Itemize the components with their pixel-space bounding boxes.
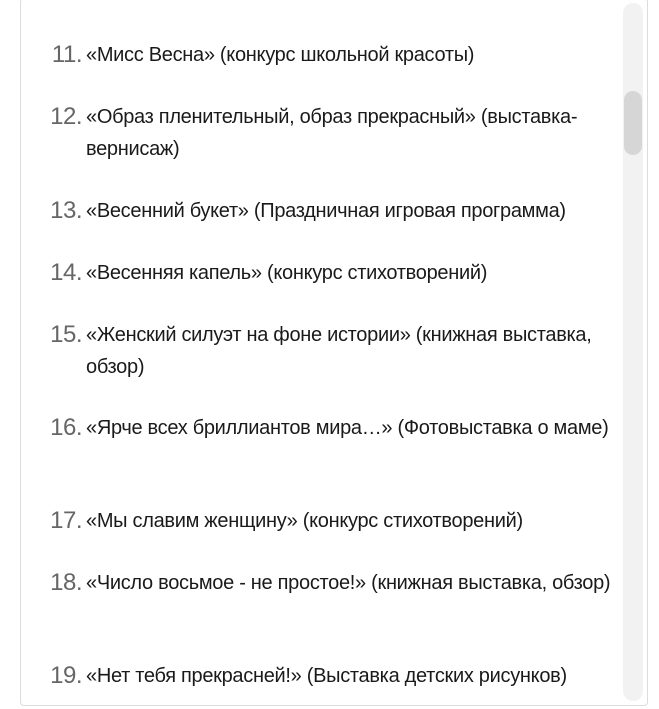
ordered-list <box>21 0 619 705</box>
list-item-number: 15. <box>50 321 82 348</box>
list-item-text: «Мы славим женщину» (конкурс стихотворений) <box>86 510 523 532</box>
list-item <box>21 505 619 537</box>
list-item-text: «Нет тебя прекрасней!» (Выставка детских рисунков) <box>86 665 567 687</box>
content-frame <box>20 0 648 706</box>
list-item <box>21 567 619 599</box>
list-item-number: 13. <box>50 197 82 224</box>
list-item-text: «Весенний букет» (Праздничная игровая программа) <box>86 200 566 222</box>
list-item <box>21 195 619 227</box>
list-item-text: «Образ пленительный, образ прекрасный» (выставка-вернисаж) <box>86 106 578 160</box>
list-item-text: «Число восьмое - не простое!» (книжная выставка, обзор) <box>86 572 611 594</box>
list-item-number: 17. <box>50 507 82 534</box>
list-item-text: «Ярче всех бриллиантов мира…» (Фотовыставка о маме) <box>86 417 609 439</box>
list-item-number: 12. <box>50 103 82 130</box>
list-item-number: 11. <box>51 41 82 68</box>
list-item-number: 14. <box>50 259 82 286</box>
list-item-text: «Женский силуэт на фоне истории» (книжная выставка, обзор) <box>86 324 592 378</box>
scrollbar-thumb[interactable] <box>624 91 642 155</box>
list-item <box>21 39 619 71</box>
list-item <box>21 660 619 692</box>
list-item <box>21 319 619 383</box>
list-item-text: «Мисс Весна» (конкурс школьной красоты) <box>86 44 475 66</box>
list-item-number: 18. <box>50 569 82 596</box>
list-item-number: 16. <box>50 414 82 441</box>
vertical-scrollbar[interactable] <box>623 3 643 701</box>
list-item-text: «Весенняя капель» (конкурс стихотворений) <box>86 262 488 284</box>
list-item-number: 19. <box>50 662 82 689</box>
list-item <box>21 101 619 165</box>
list-item <box>21 257 619 289</box>
list-item <box>21 412 619 444</box>
